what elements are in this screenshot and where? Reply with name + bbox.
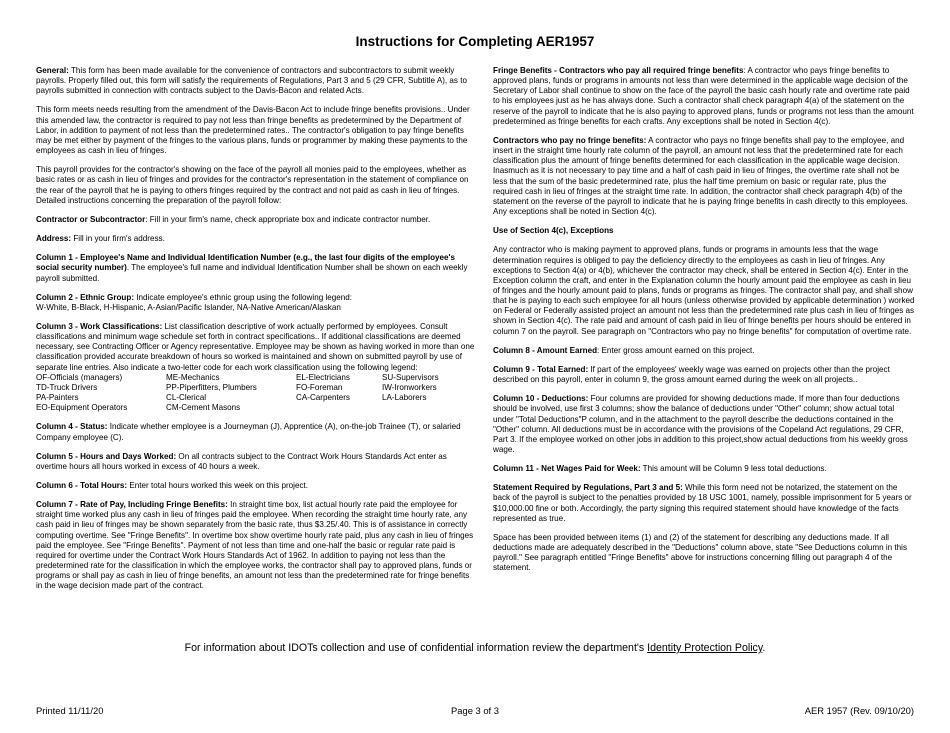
column8-text: : Enter gross amount earned on this project.	[597, 345, 755, 355]
statement-label: Statement Required by Regulations, Part 3 and 5:	[493, 483, 683, 493]
column7-label: Column 7 - Rate of Pay, Including Fringe Benefits:	[36, 500, 228, 510]
legend-item: CA-Carpenters	[296, 393, 350, 403]
document-title: Instructions for Completing AER1957	[355, 34, 595, 49]
legend-item: IW-Ironworkers	[382, 382, 437, 392]
general-paragraph	[36, 66, 476, 96]
column6-paragraph	[36, 481, 476, 491]
legend-item: CM-Cement Masons	[166, 403, 241, 413]
legend-item: FO-Foreman	[296, 382, 343, 392]
right-column	[493, 66, 915, 583]
column1-paragraph	[36, 253, 476, 283]
column7-paragraph	[36, 500, 476, 591]
column11-paragraph	[493, 464, 915, 474]
column1-text: . The employee's full name and individual Identification Number shall be shown on each weekly payroll submitted.	[36, 263, 468, 283]
legend-item	[296, 403, 382, 413]
statement-paragraph	[493, 483, 915, 524]
column8-paragraph	[493, 346, 915, 356]
notice-text: For information about IDOTs collection and use of confidential information review the department's	[184, 642, 648, 654]
column10-text: Four columns are provided for showing deductions made. If more than four deductions should be involved, use first 3 columns; show the balance of deductions under "Other" column; show actual total under "Total Deductions"P column, and in the attachment to the payroll describe the deductions contained in the "Other" column. All deductions must be in accordance with the provisions of the Copeland Act regulations, 29 CFR, Part 3. If the employee worked on other jobs in addition to this project,show actual deductions from his weekly gross wage.	[493, 394, 908, 454]
legend-item: EL-Electricians	[296, 372, 350, 382]
legend-item: EO-Equipment Operators	[36, 403, 128, 413]
legend-item: PP-Piperfitters, Plumbers	[166, 382, 257, 392]
contractor-label: Contractor or Subcontractor	[36, 214, 146, 224]
space-paragraph: Space has been provided between items (1) and (2) of the statement for describing any deductions made. If all deductions made are adequately described in the "Deductions" column above, state "See Deductions column in this payroll." See paragraph entitled "Fringe Benefits" above for instructions concerning filling out paragraph 4 of the statement.	[493, 532, 908, 573]
legend-item: OF-Officials (managers)	[36, 372, 123, 382]
legend-item: LA-Laborers	[382, 393, 427, 403]
column3-paragraph	[36, 322, 476, 373]
column4-label: Column 4 - Status:	[36, 422, 108, 432]
fringe-benefits-label: Fringe Benefits - Contractors who pay all required fringe benefits	[493, 66, 744, 75]
contractor-paragraph	[36, 215, 476, 225]
column5-paragraph	[36, 452, 476, 472]
fringe-benefits-paragraph	[493, 66, 915, 127]
legend-item: TD-Truck Drivers	[36, 382, 98, 392]
page-number: Page 3 of 3	[451, 705, 499, 716]
printed-date: Printed 11/11/20	[36, 705, 104, 716]
legend-item: CL-Clerical	[166, 393, 207, 403]
column4-text: Indicate whether employee is a Journeyman (J), Apprentice (A), on-the-job Trainee (T), or salaried Company employee (C).	[36, 422, 461, 442]
column11-label: Column 11 - Net Wages Paid for Week:	[493, 464, 641, 474]
column2-text: Indicate employee's ethnic group using the following legend:	[134, 292, 353, 302]
general-text: This form has been made available for the convenience of contractors and subcontractors to submit weekly payrolls. Properly filled out, this form will satisfy the requirements of Regulations, Part 3 and 5 (29 CFR, Subtitle A), as to payrolls submitted in connection with contracts subject to the Davis-Bacon and related Acts.	[36, 66, 467, 96]
notice-end: .	[762, 642, 766, 654]
contractor-text: : Fill in your firm's name, check appropriate box and indicate contractor number.	[145, 214, 431, 224]
no-fringe-text: A contractor who pays no fringe benefits shall pay to the employee, and insert in the straight time hourly rate column of the payroll, an amount not less that the predetermined rate for each classification plus the amount of fringe benefits determined for each classification in the applicable wage decision. Inasmuch as it is not necessary to pay time and a half of cash paid in lieu of fringes, the overtime rate shall not be less that the sum of the basic predetermined rate, plus the half time premium on basic or regular rate, plus the required cash in lieu of fringes at the straight time rate. In addition, the contractor shall check paragraph 4(b) of the statement on the reverse of the payroll to indicate that he is paying fringe benefits in cash directly to this employees. Any exceptions shall be noted in Section 4(c).	[493, 135, 908, 217]
identity-protection-policy-link[interactable]: Identity Protection Policy	[647, 642, 763, 654]
column6-label: Column 6 - Total Hours:	[36, 481, 128, 490]
no-fringe-label: Contractors who pay no fringe benefits:	[493, 135, 647, 145]
column5-label: Column 5 - Hours and Days Worked:	[36, 451, 177, 461]
column2-label: Column 2 - Ethnic Group:	[36, 292, 135, 302]
column3-text: List classification descriptive of work actually performed by employees. Consult classifications and minimum wage schedule set forth in contract specifications.. If additional classifications are deemed necessary, see Contracting Officer or Agency representative. Employee may be shown as having worked in more than one classification provided accurate breakdown of hours so worked is maintained and shown on submitted payroll by use of separate line entries. Also indicate a two-letter code for each work classification using the following legend:	[36, 321, 475, 372]
column9-text: If part of the employees' weekly wage was earned on projects other than the project described on this payroll, enter in column 9, the gross amount earned during the week on all projects..	[493, 364, 890, 385]
column4-paragraph	[36, 422, 476, 442]
amendment-paragraph: This form meets needs resulting from the amendment of the Davis-Bacon Act to include fringe benefits provisions.. Under this amended law, the contractor is required to pay not less than fringe benefits as predetermined by the Department of Labor, in addition to payment of not less than the predetermined rates.. The contractor's obligation to pay fringe benefits may be met either by payment of the fringes to the various plans, funds or programmer by making these payments to the employees as cash in lieu of fringes.	[36, 105, 470, 156]
column9-label: Column 9 - Total Earned:	[493, 364, 589, 374]
column2-paragraph	[36, 293, 476, 313]
column8-label: Column 8 - Amount Earned	[493, 345, 598, 355]
column10-label: Column 10 - Deductions:	[493, 394, 589, 404]
column10-paragraph	[493, 394, 915, 455]
identity-protection-notice	[0, 642, 950, 654]
column9-paragraph	[493, 365, 915, 385]
form-number: AER 1957 (Rev. 09/10/20)	[804, 705, 914, 716]
legend-item: PA-Painters	[36, 393, 79, 403]
general-label: General:	[36, 66, 69, 75]
column6-text: Enter total hours worked this week on this project.	[127, 481, 308, 490]
address-label: Address:	[36, 234, 72, 244]
exceptions-heading-text: Use of Section 4(c), Exceptions	[493, 226, 614, 236]
legend-item: SU-Supervisors	[382, 372, 439, 382]
legend-item	[382, 403, 476, 413]
column7-text: In straight time box, list actual hourly rate paid the employee for straight time worked plus any cash in lieu of fringes paid the employee. When recording the straight time hourly rate, any cash paid in lieu of fringes may be shown separately from the basic rate, thus $3.25/.40. This is of assistance in correctly computing overtime. See "Fringe Benefits". In overtime box show overtime hourly rate paid, plus any cash in lieu of fringes paid the employee. See "Fringe Benefits". Payment of not less than time and one-half the basic or regular rate paid is required for overtime under the Contract Work Hours Standards Act of 1962. In addition to paying not less than the predetermined rate for the classification in which the employee works, the contractor shall pay to approved plans, funds or programs or shall pay as cash in lieu of fringe benefits, an amount not less than the predetermined rate for fringe benefits in the wage decision made part of the contract.	[36, 500, 474, 591]
classification-legend	[36, 373, 476, 414]
statement-text: While this form need not be notarized, the statement on the back of the payroll is subject to the penalties provided by 18 USC 1001, namely, possible imprisonment for 5 years or $10,000.00 fine or both. Accordingly, the party signing this required statement should have knowledge of the facts represented as true.	[493, 483, 912, 523]
exceptions-paragraph: Any contractor who is making payment to approved plans, funds or programs in amounts less that the wage determination requires is obliged to pay the deficiency directly to the employees as cash in lieu of fringes. Any exceptions to Section 4(a) or 4(b), whichever the contractor may check, shall be entered in Section 4(c). Enter in the Exception column the craft, and enter in the Explanation column the hourly amount paid the employee as cash in lieu of fringes and the hourly amount paid to plans, funds or programs as fringes. The contractor shall pay, and shall show that he is paying to each such employee for all hours (unless otherwise provided by applicable determination ) worked on Federal or Federally assisted project an amount not less than the predetermined rate plus cash in lieu of fringes as shown in Section 4(c). The rate paid and amount of cash paid in lieu of fringe benefits per hours should be entered in column 7 on the payroll. See paragraph on "Contractors who pay no fringe benefits" for computation of overtime rate.	[493, 245, 915, 336]
payroll-paragraph: This payroll provides for the contractor's showing on the face of the payroll all monies paid to the employees, whether as basic rates or as cash in lieu of fringes and provides for the contractor's representation in the statement of compliance on the rear of the payroll that he is paying to others fringes required by the contract and not paid as cash in lieu of fringes. Detailed instructions concerning the preparation of the payroll follow:	[36, 165, 469, 205]
column11-text: This amount will be Column 9 less total deductions.	[640, 464, 827, 474]
column3-label: Column 3 - Work Classifications:	[36, 321, 163, 331]
no-fringe-paragraph	[493, 136, 915, 217]
column1-label: Column 1 - Employee's Name and Individual Identification Number (e.g., the last four digits of the employee's social security number)	[36, 253, 455, 273]
address-text: Fill in your firm's address.	[71, 234, 165, 244]
address-paragraph	[36, 234, 476, 244]
legend-item: ME-Mechanics	[166, 372, 220, 382]
column5-text: On all contracts subject to the Contract Work Hours Standards Act enter as overtime hours all hours worked in excess of 40 hours a week.	[36, 451, 447, 471]
left-column	[36, 66, 476, 601]
ethnic-legend: W-White, B-Black, H-Hispanic, A-Asian/Pacific Islander, NA-Native American/Alaskan	[36, 302, 341, 312]
fringe-benefits-text: : A contractor who pays fringe benefits to approved plans, funds or programs in amounts not less than were determined in the applicable wage decision of the Secretary of Labor shall continue to show on the face of the payroll the basic cash hourly rate and overtime rate paid to his employees just as he has always done. Such a contractor shall check paragraph 4(a) of the statement on the reserve of the payroll to indicate that he is also paying to approved plans, funds or programs not less than the amount predetermined as fringe benefits for each crafts. Any exceptions shall be noted in Section 4(c).	[493, 66, 914, 126]
exceptions-heading	[493, 226, 915, 236]
